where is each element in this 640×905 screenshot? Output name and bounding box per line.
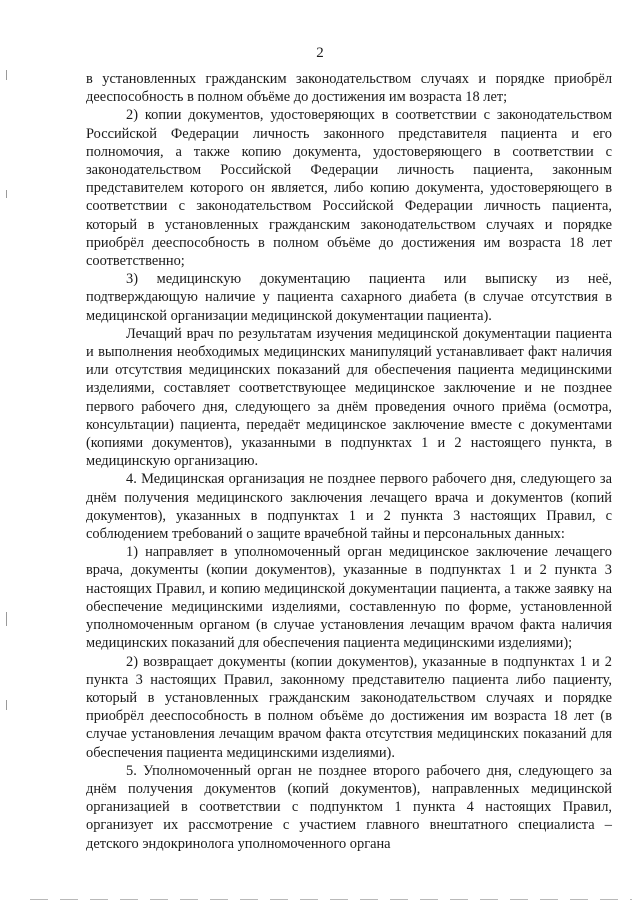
scan-margin-mark [6, 700, 7, 710]
paragraph-item-4: 4. Медицинская организация не позднее первого рабочего дня, следующего за днём получения медицинского заключения лечащего врача и документов (копий документов), указанных в подпунктах 1 и 2 пункта 3 настоящих Правил, с соблюдением требований о защите врачебной тайны и персональных данных: [86, 471, 612, 543]
paragraph-subitem-2: 2) копии документов, удостоверяющих в соответствии с законодательством Российской Федерации личность законного представителя пациента и его полномочия, а также копию документа, удостоверяющего в соответствии с законодательством Российской Федерации личность пациента, законным представителем которого он является, либо копию документа, удостоверяющего в соответствии с законодательством Российской Федерации личность пациента, который в установленных гражданским законодательством случаях и порядке приобрёл дееспособность в полном объёме до достижения им возраста 18 лет соответственно; [86, 107, 612, 270]
document-body [86, 70, 612, 853]
paragraph-item-4-subitem-1: 1) направляет в уполномоченный орган медицинское заключение лечащего врача, документы (копии документов), указанные в подпунктах 1 и 2 пункта 3 настоящих Правил, и копию медицинской документации пациента, а также заявку на обеспечение медицинскими изделиями, составленную по форме, установленной уполномоченным органом (в случае установления лечащим врачом факта наличия медицинских показаний для обеспечения пациента медицинскими изделиями); [86, 544, 612, 652]
scan-margin-mark [6, 612, 7, 626]
paragraph-subitem-3: 3) медицинскую документацию пациента или выписку из неё, подтверждающую наличие у пациента сахарного диабета (в случае отсутствия в медицинской организации медицинской документации пациента). [86, 271, 612, 324]
paragraph-continuation: в установленных гражданским законодательством случаях и порядке приобрёл дееспособность в полном объёме до достижения им возраста 18 лет; [86, 71, 612, 106]
paragraph-attending-physician: Лечащий врач по результатам изучения медицинской документации пациента и выполнения необходимых медицинских манипуляций устанавливает факт наличия или отсутствия медицинских показаний для обеспечения пациента медицинскими изделиями, составляет соответствующее медицинское заключение и не позднее первого рабочего дня, следующего за днём проведения очного приёма (осмотра, консультации) пациента, передаёт медицинское заключение вместе с документами (копиями документов), указанными в подпунктах 1 и 2 настоящего пункта, в медицинскую организацию. [86, 325, 612, 470]
scan-bottom-edge [30, 899, 632, 900]
paragraph-item-4-subitem-2: 2) возвращает документы (копии документов), указанные в подпунктах 1 и 2 пункта 3 настоящих Правил, законному представителю пациента либо пациенту, который в установленных гражданским законодательством случаях и порядке приобрёл дееспособность в полном объёме до достижения им возраста 18 лет (в случае установления лечащим врачом факта отсутствия медицинских показаний для обеспечения пациента медицинскими изделиями). [86, 653, 612, 761]
scan-margin-mark [6, 190, 7, 198]
scan-margin-mark [6, 70, 7, 80]
paragraph-item-5: 5. Уполномоченный орган не позднее второго рабочего дня, следующего за днём получения документов (копий документов), направленных медицинской организацией в соответствии с подпунктом 1 пункта 4 настоящих Правил, организует их рассмотрение с участием главного внештатного специалиста – детского эндокринолога уполномоченного органа [86, 762, 612, 852]
page-number: 2 [316, 45, 324, 61]
